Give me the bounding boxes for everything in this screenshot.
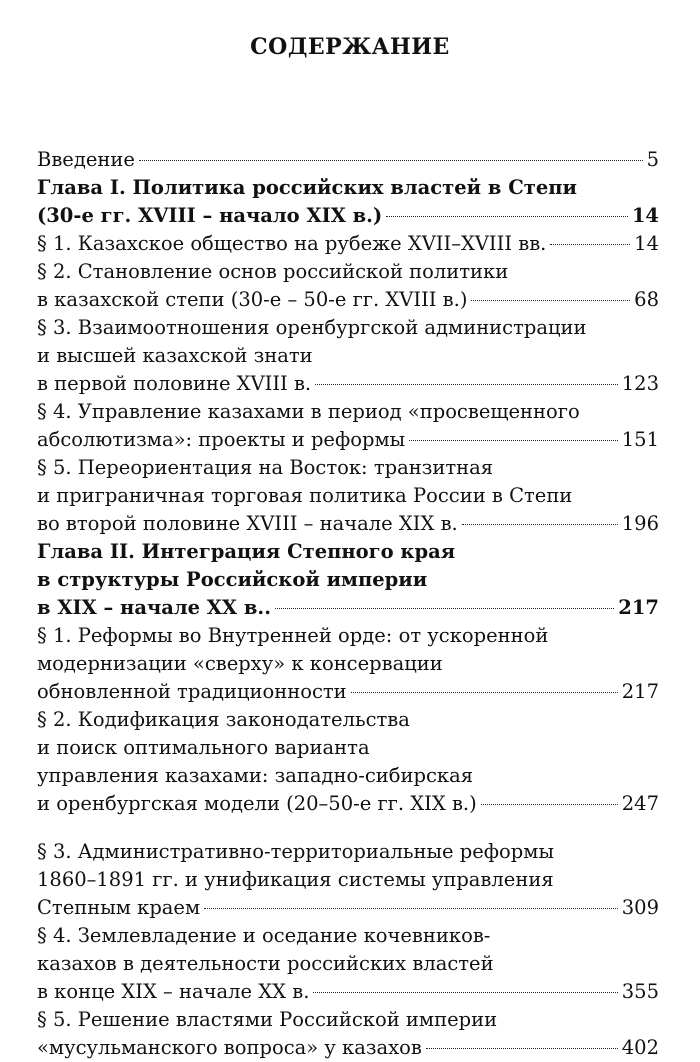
toc-page-number: 123 [621,372,659,395]
toc-page-number: 247 [621,792,659,815]
toc-entry-text: обновленной традиционности [37,680,347,703]
toc-entry-text: в конце XIX – начале XX в. [37,980,310,1003]
toc-entry-text: Глава I. Политика российских властей в Степи [37,176,577,199]
dot-leader [471,300,630,301]
toc-entry-text: § 1. Реформы во Внутренней орде: от ускоренной [37,624,549,647]
toc-entry-ch1-section-2[interactable] [37,258,659,314]
toc-entry-last-line [37,146,659,174]
toc-entry-text: Глава II. Интеграция Степного края [37,540,456,563]
toc-entry-text: абсолютизма»: проекты и реформы [37,428,406,451]
toc-entry-text: § 3. Административно-территориальные реформы [37,840,554,863]
dot-leader [550,244,630,245]
toc-entry-ch1-section-1[interactable] [37,230,659,258]
toc-entry-last-line [37,370,659,398]
toc-page-number: 151 [621,428,659,451]
toc-entry-last-line [37,1034,659,1062]
dot-leader [426,1048,618,1049]
toc-entry-ch1-section-3[interactable] [37,314,659,398]
dot-leader [462,524,618,525]
toc-page-number: 309 [621,896,659,919]
toc-entry-text: § 5. Решение властями Российской империи [37,1008,498,1031]
dot-leader [386,216,628,217]
toc-entry-text: § 4. Управление казахами в период «просвещенного [37,400,580,423]
toc-entry-last-line [37,230,659,258]
toc-entry-last-line [37,678,659,706]
toc-entry-text: казахов в деятельности российских властей [37,952,494,975]
toc-entry-text: Степным краем [37,896,201,919]
toc-page-number: 217 [618,596,659,619]
dot-leader [409,440,618,441]
page-title: СОДЕРЖАНИЕ [250,34,450,60]
dot-leader [313,992,617,993]
toc-entry-text: «мусульманского вопроса» у казахов [37,1036,422,1059]
toc-entry-last-line [37,286,659,314]
toc-entry-ch2-section-2[interactable] [37,706,659,818]
toc-entry-text: и оренбургская модели (20–50-е гг. XIX в.) [37,792,477,815]
toc-entry-ch2-section-3[interactable] [37,838,659,922]
toc-entry-last-line [37,894,659,922]
toc-page-number: 68 [634,288,659,311]
dot-leader [481,804,618,805]
toc-entry-introduction[interactable] [37,146,659,174]
toc-entry-ch2-section-1[interactable] [37,622,659,706]
toc-entry-text: в казахской степи (30-е – 50-е гг. XVIII в.) [37,288,468,311]
table-of-contents [37,146,659,1062]
toc-entry-text: (30-е гг. XVIII – начало XIX в.) [37,204,383,227]
dot-leader [351,692,618,693]
toc-entry-text: управления казахами: западно-сибирская [37,764,473,787]
toc-page-number: 196 [621,512,659,535]
toc-entry-text: в первой половине XVIII в. [37,372,312,395]
toc-entry-last-line [37,978,659,1006]
toc-entry-last-line [37,202,659,230]
toc-page-number: 14 [631,204,659,227]
toc-entry-ch2-section-4[interactable] [37,922,659,1006]
toc-entry-text: и поиск оптимального варианта [37,736,370,759]
toc-entry-text: модернизации «сверху» к консервации [37,652,443,675]
toc-entry-chapter-1[interactable] [37,174,659,230]
toc-entry-text: и приграничная торговая политика России в Степи [37,484,573,507]
toc-entry-text: 1860–1891 гг. и унификация системы управления [37,868,554,891]
toc-entry-text: § 2. Кодификация законодательства [37,708,410,731]
dot-leader [139,160,643,161]
toc-page-number: 402 [621,1036,659,1059]
toc-page-number: 5 [646,148,659,171]
toc-entry-ch2-section-5[interactable] [37,1006,659,1062]
dot-leader [315,384,618,385]
toc-entry-last-line [37,594,659,622]
toc-entry-text: в XIX – начале XX в.. [37,596,271,619]
toc-entry-ch1-section-4[interactable] [37,398,659,454]
toc-entry-last-line [37,510,659,538]
toc-entry-text: § 5. Переориентация на Восток: транзитная [37,456,494,479]
dot-leader [204,908,618,909]
toc-entry-last-line [37,790,659,818]
toc-entry-chapter-2[interactable] [37,538,659,622]
toc-entry-text: § 3. Взаимоотношения оренбургской администрации [37,316,587,339]
toc-page-number: 355 [621,980,659,1003]
toc-entry-text: § 2. Становление основ российской политики [37,260,509,283]
toc-page-number: 217 [621,680,659,703]
toc-page-number: 14 [634,232,659,255]
toc-entry-text: и высшей казахской знати [37,344,313,367]
toc-entry-text: во второй половине XVIII – начале XIX в. [37,512,458,535]
toc-entry-text: Введение [37,148,135,171]
toc-entry-last-line [37,426,659,454]
toc-entry-text: § 1. Казахское общество на рубеже XVII–XVIII вв. [37,232,547,255]
dot-leader [275,608,614,609]
toc-entry-text: § 4. Землевладение и оседание кочевников- [37,924,491,947]
toc-entry-ch1-section-5[interactable] [37,454,659,538]
toc-entry-text: в структуры Российской империи [37,568,428,591]
